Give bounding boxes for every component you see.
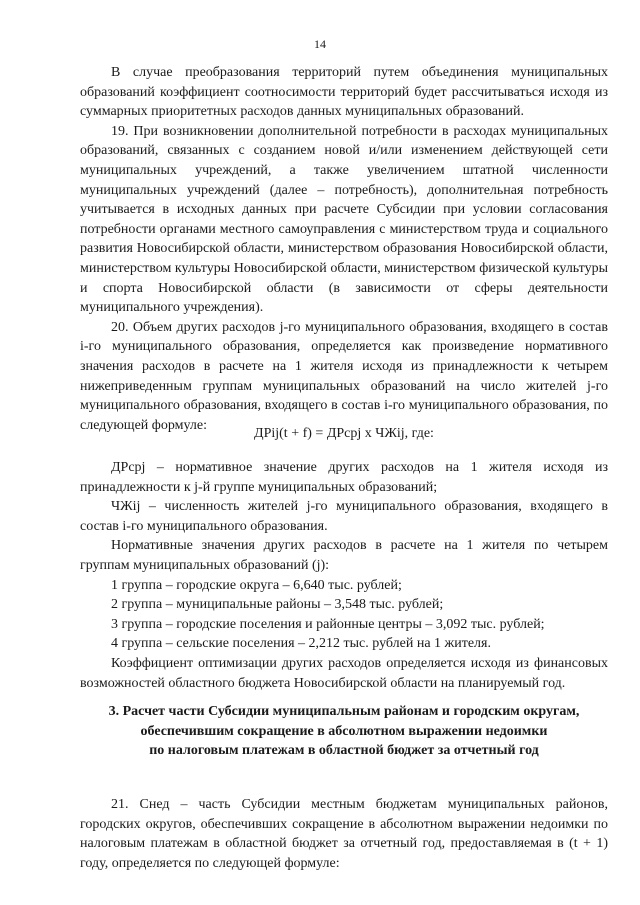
body-block-3	[80, 795, 608, 873]
list-item-group-2: 2 группа – муниципальные районы – 3,548 тыс. рублей;	[111, 597, 444, 613]
paragraph-21: 21. Снед – часть Субсидии местным бюджетам муниципальных районов, городских округов, обеспечивших сокращение в абсолютном выражении недоимки по налоговым платежам в областной бюджет за отчетный год, предоставляемая в (t + 1) году, определяется по следующей формуле:	[80, 797, 608, 871]
paragraph-optimization-coef: Коэффициент оптимизации других расходов определяется исходя из финансовых возможностей областного бюджета Новосибирской области на планируемый год.	[80, 655, 608, 691]
body-block-1	[80, 63, 608, 435]
formula-other-expenses: ДРij(t + f) = ДРсрj х ЧЖij, где:	[254, 426, 434, 441]
definition-drsr: ДРсрj – нормативное значение других расходов на 1 жителя исходя из принадлежности к j-й группе муниципальных образований;	[80, 460, 608, 495]
list-item-group-4: 4 группа – сельские поселения – 2,212 тыс. рублей на 1 жителя.	[111, 636, 491, 652]
page-number: 14	[314, 37, 326, 51]
body-block-2	[80, 458, 608, 693]
definition-chzh: ЧЖij – численность жителей j-го муниципального образования, входящего в состав i-го муниципального образования.	[80, 499, 608, 534]
section-heading-line-3: по налоговым платежам в областной бюджет за отчетный год	[149, 743, 539, 759]
paragraph-19: 19. При возникновении дополнительной потребности в расходах муниципальных образований, связанных с созданием новой и/или изменением действующей сети муниципальных учреждений, а также увеличением штатной численности муниципальных учреждений (далее – потребность), дополнительная потребность учитывается в исходных данных при расчете Субсидии при условии согласования потребности органами местного самоуправления с министерством труда и социального развития Новосибирской области, министерством образования Новосибирской области, министерством культуры Новосибирской области, министерством физической культуры и спорта Новосибирской области (в зависимости от сферы деятельности муниципального учреждения).	[80, 123, 608, 316]
paragraph-territory-merge: В случае преобразования территорий путем объединения муниципальных образований коэффициент соотносимости территорий будет рассчитываться исходя из суммарных приоритетных расходов данных муниципальных образований.	[80, 65, 608, 120]
section-heading-3	[80, 702, 608, 761]
list-item-group-1: 1 группа – городские округа – 6,640 тыс. рублей;	[111, 577, 402, 593]
section-heading-line-1: 3. Расчет части Субсидии муниципальным районам и городским округам,	[108, 704, 580, 719]
list-item-group-3: 3 группа – городские поселения и районные центры – 3,092 тыс. рублей;	[111, 616, 545, 632]
paragraph-norms-intro: Нормативные значения других расходов в расчете на 1 жителя по четырем группам муниципальных образований (j):	[80, 538, 608, 573]
paragraph-20: 20. Объем других расходов j-го муниципального образования, входящего в состав i-го муниципального образования, определяется как произведение нормативного значения расходов в расчете на 1 жителя исходя из принадлежности к четырем нижеприведенным группам муниципальных образований на число жителей j-го муниципального образования, входящего в состав i-го муниципального образования, по следующей формуле:	[80, 319, 608, 433]
section-heading-line-2: обеспечившим сокращение в абсолютном выражении недоимки	[140, 723, 548, 739]
